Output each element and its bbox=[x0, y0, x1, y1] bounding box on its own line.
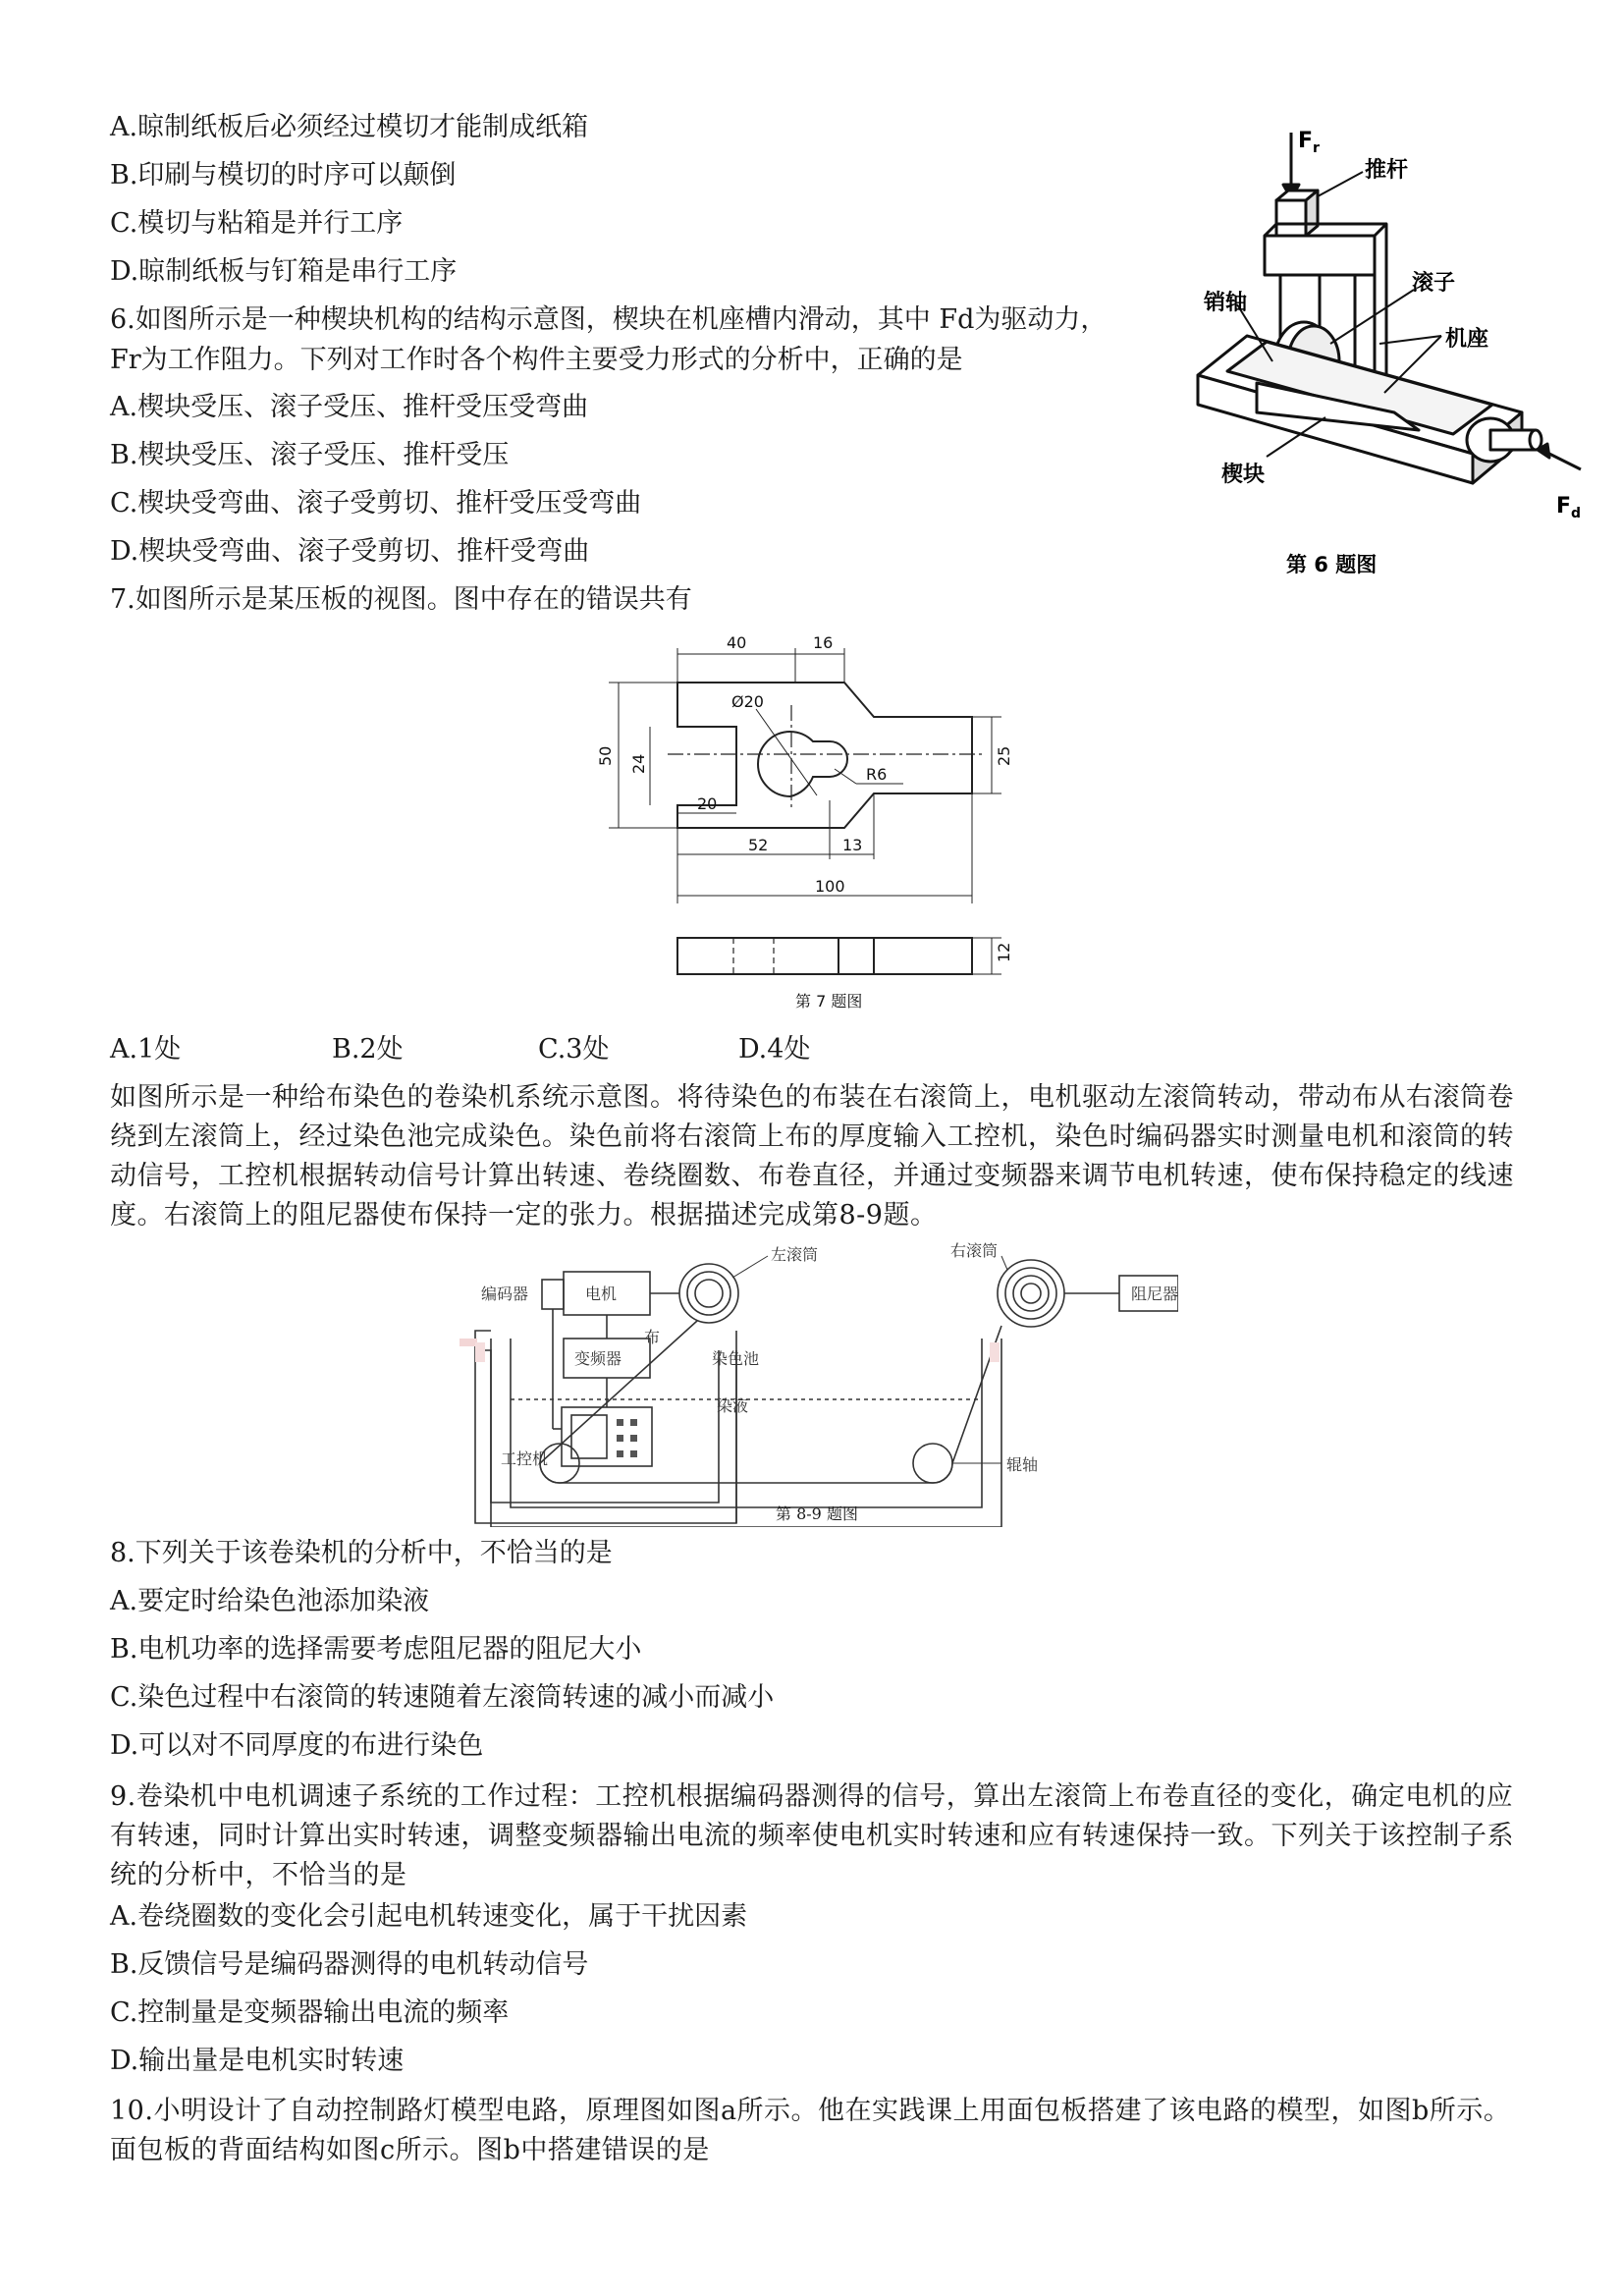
q8-option-a: A.要定时给染色池添加染液 bbox=[110, 1586, 430, 1616]
q6-option-a: A.楔块受压、滚子受压、推杆受压受弯曲 bbox=[110, 392, 589, 422]
q89-ipc-label: 工控机 bbox=[501, 1449, 549, 1468]
q6-figure bbox=[1178, 118, 1591, 589]
q8-option-c: C.染色过程中右滚筒的转速随着左滚筒转速的减小而减小 bbox=[110, 1682, 775, 1713]
q7-dim-50: 50 bbox=[596, 745, 615, 766]
q7-dim-r6: R6 bbox=[866, 765, 888, 784]
q6-wedge-label: 楔块 bbox=[1221, 463, 1266, 487]
q89-damper-label: 阻尼器 bbox=[1131, 1285, 1178, 1303]
q9-option-a: A.卷绕圈数的变化会引起电机转速变化，属于干扰因素 bbox=[110, 1901, 748, 1932]
q7-option-b: B.2处 bbox=[332, 1034, 404, 1065]
q7-dim-52: 52 bbox=[748, 836, 769, 854]
q7-dim-12: 12 bbox=[995, 942, 1013, 962]
q7-caption: 第 7 题图 bbox=[795, 992, 863, 1011]
q6-fr-label: $F_r$ bbox=[1298, 129, 1320, 156]
q7-dim-24: 24 bbox=[629, 753, 648, 774]
q7-option-c: C.3处 bbox=[538, 1034, 610, 1065]
q7-stem: 7.如图所示是某压板的视图。图中存在的错误共有 bbox=[110, 584, 692, 615]
q5-option-b: B.印刷与模切的时序可以颠倒 bbox=[110, 160, 457, 191]
q5-option-c: C.模切与粘箱是并行工序 bbox=[110, 208, 404, 239]
q89-caption: 第 8-9 题图 bbox=[776, 1504, 858, 1523]
q7-dim-13: 13 bbox=[842, 836, 863, 854]
q6-stem-line2: Fr为工作阻力。下列对工作时各个构件主要受力形式的分析中，正确的是 bbox=[110, 345, 963, 375]
q9-stem: 9.卷染机中电机调速子系统的工作过程：工控机根据编码器测得的信号，算出左滚筒上布卷直径的变化，确定电机的应有转速，同时计算出实时转速，调整变频器输出电流的频率使电机实时转速和应有转速保持一致。下列关于该控制子系统的分析中，不恰当的是 bbox=[110, 1781, 1514, 1890]
q7-option-a: A.1处 bbox=[110, 1034, 182, 1065]
q89-figure bbox=[452, 1232, 1178, 1527]
q89-roller-shaft-label: 辊轴 bbox=[1006, 1455, 1039, 1474]
q89-encoder-label: 编码器 bbox=[481, 1285, 529, 1303]
q6-option-b: B.楔块受压、滚子受压、推杆受压 bbox=[110, 440, 510, 470]
q8-stem: 8.下列关于该卷染机的分析中，不恰当的是 bbox=[110, 1538, 613, 1568]
q8-option-b: B.电机功率的选择需要考虑阻尼器的阻尼大小 bbox=[110, 1634, 642, 1665]
q6-fd-label: $F_d$ bbox=[1556, 494, 1582, 521]
q9-option-b: B.反馈信号是编码器测得的电机转动信号 bbox=[110, 1949, 589, 1980]
q9-option-d: D.输出量是电机实时转速 bbox=[110, 2046, 405, 2076]
q7-figure bbox=[589, 629, 1051, 1021]
q9-option-c: C.控制量是变频器输出电流的频率 bbox=[110, 1997, 510, 2028]
q89-dye-liquid-label: 染液 bbox=[717, 1396, 749, 1415]
q5-option-d: D.晾制纸板与钉箱是串行工序 bbox=[110, 256, 458, 287]
q89-right-drum-label: 右滚筒 bbox=[950, 1241, 999, 1260]
q6-roller-label: 滚子 bbox=[1412, 271, 1456, 296]
q6-push-rod-label: 推杆 bbox=[1365, 158, 1409, 183]
q5-option-a: A.晾制纸板后必须经过模切才能制成纸箱 bbox=[110, 112, 589, 142]
q7-dim-40: 40 bbox=[727, 633, 747, 652]
q89-inverter-label: 变频器 bbox=[574, 1349, 622, 1368]
q89-passage: 如图所示是一种给布染色的卷染机系统示意图。将待染色的布装在右滚筒上，电机驱动左滚筒转动，带动布从右滚筒卷绕到左滚筒上，经过染色池完成染色。染色前将右滚筒上布的厚度输入工控机，染色时编码器实时测量电机和滚筒的转动信号，工控机根据转动信号计算出转速、卷绕圈数、布卷直径，并通过变频器来调节电机转速，使布保持稳定的线速度。右滚筒上的阻尼器使布保持一定的张力。根据描述完成第8-9题。 bbox=[110, 1082, 1514, 1230]
q7-dim-100: 100 bbox=[815, 877, 845, 896]
q6-stem-line1: 6.如图所示是一种楔块机构的结构示意图，楔块在机座槽内滑动，其中 Fd为驱动力， bbox=[110, 304, 1108, 335]
q10-stem: 10.小明设计了自动控制路灯模型电路，原理图如图a所示。他在实践课上用面包板搭建了该电路的模型，如图b所示。面包板的背面结构如图c所示。图b中搭建错误的是 bbox=[110, 2096, 1511, 2165]
q89-dye-pool-label: 染色池 bbox=[712, 1349, 760, 1368]
q7-dim-16: 16 bbox=[813, 633, 834, 652]
q6-caption: 第 6 题图 bbox=[1286, 553, 1378, 576]
q8-option-d: D.可以对不同厚度的布进行染色 bbox=[110, 1730, 484, 1761]
q89-motor-label: 电机 bbox=[585, 1285, 618, 1303]
q7-option-d: D.4处 bbox=[738, 1034, 811, 1065]
q89-left-drum-label: 左滚筒 bbox=[771, 1245, 819, 1264]
q6-option-c: C.楔块受弯曲、滚子受剪切、推杆受压受弯曲 bbox=[110, 488, 642, 519]
q7-dim-25: 25 bbox=[995, 745, 1013, 766]
q7-dim-phi20: Ø20 bbox=[731, 692, 764, 711]
q7-dim-20: 20 bbox=[697, 794, 718, 813]
q6-pin-label: 销轴 bbox=[1204, 291, 1248, 315]
q6-option-d: D.楔块受弯曲、滚子受剪切、推杆受弯曲 bbox=[110, 536, 590, 567]
q6-base-label: 机座 bbox=[1445, 327, 1489, 352]
q89-cloth-label: 布 bbox=[644, 1328, 661, 1346]
